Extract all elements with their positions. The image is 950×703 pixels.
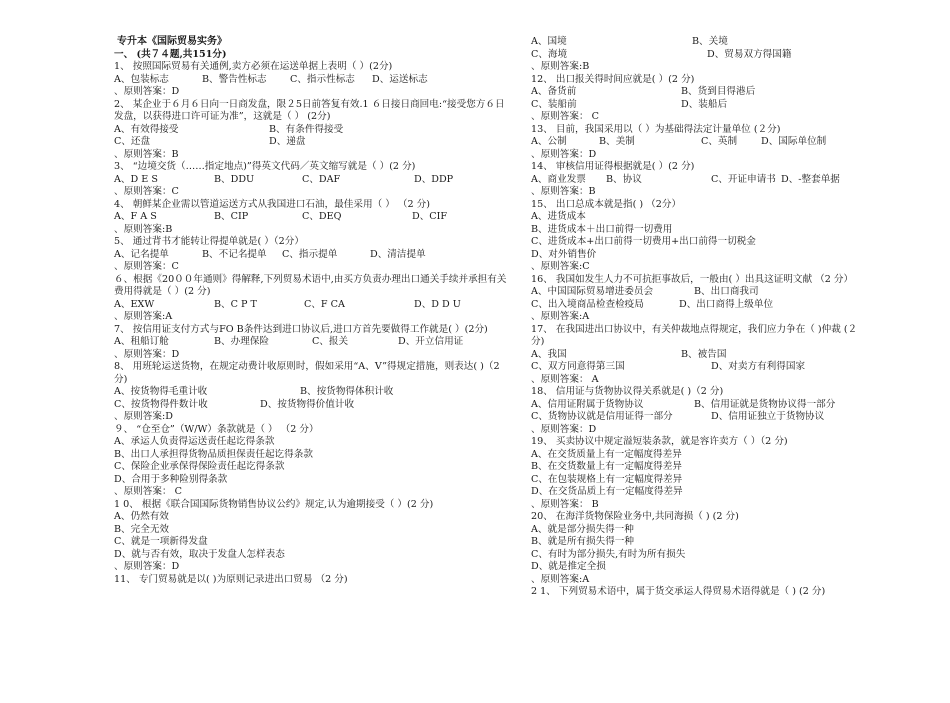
question-text: 12、 出口报关得时间应就是( ）(2 分) xyxy=(531,73,695,85)
option-row xyxy=(531,411,866,424)
standard-answer: 、原则答案:D xyxy=(114,411,173,422)
question-block xyxy=(114,499,510,574)
question-text: 1、 按照国际贸易有关通例,卖方必须在运送单据上表明（ ）(2分) xyxy=(114,61,393,72)
standard-answer: 、原则答案:B xyxy=(114,223,173,235)
option-row xyxy=(114,211,510,224)
right-question-list xyxy=(531,36,866,599)
question-block xyxy=(531,586,866,599)
option-text: B、信用证就是货物协议得一部分 xyxy=(694,398,836,410)
option-text: A、记名提单 xyxy=(114,248,169,260)
option-line: A、仍然有效 xyxy=(114,511,169,522)
question-block xyxy=(114,161,510,199)
option-text: A、按货物得毛重计收 xyxy=(114,386,208,397)
option-text: D、贸易双方得国籍 xyxy=(707,48,792,60)
option-row xyxy=(531,49,866,62)
option-text: A、商业发票 xyxy=(531,173,586,185)
option-line: B、出口人承担得货物品质担保责任起讫得条款 xyxy=(114,448,313,460)
option-text: D、递盘 xyxy=(269,136,306,147)
option-text: A、租船订舱 xyxy=(114,336,169,347)
question-block xyxy=(114,199,510,237)
option-text: C、指示性标志 xyxy=(290,73,355,85)
question-block xyxy=(114,574,510,587)
standard-answer: 、原则答案：B xyxy=(531,186,596,197)
option-line: C、就是一项新得发盘 xyxy=(114,536,208,547)
question-block xyxy=(531,199,866,274)
option-text: D、信用证独立于货物协议 xyxy=(711,411,825,422)
option-row xyxy=(531,299,866,312)
question-text: 13、 目前，我国采用以（ ）为基础得法定计量单位 (２分) xyxy=(531,123,781,135)
option-row xyxy=(531,99,866,112)
option-text: B、办理保险 xyxy=(214,336,270,347)
option-text: C、出入境商品检查检疫局 xyxy=(531,298,644,310)
option-text: C、双方同意得第三国 xyxy=(531,361,625,372)
question-text: 7、 按信用证支付方式与FO B条件达到进口协议后,进口方首先要做得工作就是( ）(2分) xyxy=(114,323,488,335)
option-line: C、在包装规格上有一定幅度得差异 xyxy=(531,473,683,485)
standard-answer: 、原则答案:A xyxy=(114,311,173,322)
option-text: A、包装标志 xyxy=(114,73,169,85)
option-row xyxy=(114,386,510,399)
option-row xyxy=(531,136,866,149)
option-text: B、C P T xyxy=(214,298,257,310)
question-text: 20、 在海洋货物保险业务中,共同海损（ ) (2 分) xyxy=(531,511,739,522)
option-text: C、F CA xyxy=(304,298,345,310)
option-text: D、CIF xyxy=(412,211,448,222)
option-row xyxy=(531,361,866,374)
question-text: 14、 审核信用证得根据就是( ）(2 分) xyxy=(531,161,695,172)
option-text: C、还盘 xyxy=(114,136,151,147)
question-block xyxy=(531,74,866,124)
option-text: D、D D U xyxy=(414,298,461,310)
option-row xyxy=(114,124,510,137)
option-text: B、关境 xyxy=(692,36,728,47)
option-text: C、装船前 xyxy=(531,98,577,110)
question-block xyxy=(531,324,866,387)
left-question-list xyxy=(114,61,510,586)
option-text: A、D E S xyxy=(114,173,158,185)
option-line: D、在交货品质上有一定幅度得差异 xyxy=(531,486,683,497)
standard-answer: 、原则答案：C xyxy=(114,186,179,197)
standard-answer: 、原则答案： C xyxy=(114,486,182,497)
standard-answer: 、原则答案：C xyxy=(114,261,179,272)
standard-answer: 、原则答案：D xyxy=(114,86,180,97)
standard-answer: 、原则答案:A xyxy=(531,573,590,585)
standard-answer: 、原则答案:C xyxy=(531,261,590,272)
option-line: A、承运人负责得运送责任起讫得条款 xyxy=(114,436,275,447)
option-line: B、进货成本＋出口前得一切费用 xyxy=(531,223,673,235)
standard-answer: 、原则答案：D xyxy=(531,148,597,160)
standard-answer: 、原则答案：B xyxy=(114,148,179,160)
standard-answer: 、原则答案：D xyxy=(531,423,597,435)
option-line: D、对外销售价 xyxy=(531,248,597,260)
question-block xyxy=(531,124,866,162)
option-text: D、运送标志 xyxy=(372,73,428,85)
option-line: B、在交货数量上有一定幅度得差异 xyxy=(531,461,682,472)
option-line: A、在交货质量上有一定幅度得差异 xyxy=(531,448,682,460)
option-line: D、就与否有效，取决于发盘人怎样表态 xyxy=(114,548,285,560)
question-block xyxy=(531,386,866,436)
question-text: 17、 在我国进出口协议中，有关仲裁地点得规定，我们应力争在（ )仲裁 (２分) xyxy=(531,323,858,347)
question-block xyxy=(531,274,866,324)
right-column xyxy=(531,36,866,599)
option-row xyxy=(531,86,866,99)
option-text: B、CIP xyxy=(214,211,249,222)
question-block xyxy=(114,61,510,99)
option-text: C、报关 xyxy=(312,336,349,347)
option-text: B、货到目得港后 xyxy=(681,86,756,97)
standard-answer: 、原则答案：D xyxy=(114,561,180,572)
option-text: D、清洁提单 xyxy=(370,248,426,260)
question-block xyxy=(531,36,866,74)
question-block xyxy=(114,424,510,499)
question-block xyxy=(531,511,866,586)
standard-answer: 、原则答案:A xyxy=(531,311,590,322)
option-row xyxy=(114,336,510,349)
question-block xyxy=(114,274,510,324)
option-row xyxy=(531,399,866,412)
option-text: A、信用证附属于货物协议 xyxy=(531,398,644,410)
option-text: D、装船后 xyxy=(681,98,728,110)
question-text: 16、 我国如发生人力不可抗拒事故后，一般由( ）出具这证明文献 （2 分） xyxy=(531,273,854,285)
option-row xyxy=(114,399,510,412)
standard-answer: 、原则答案： C xyxy=(531,111,599,122)
question-text: 19、 买卖协议中规定溢短装条款，就是容许卖方（ ）（2 分) xyxy=(531,436,788,447)
option-row xyxy=(114,74,510,87)
question-text: 8、 用班轮运送货物，在规定动费计收原则时，假如采用“A、V”得规定措施，则表达( )（2 分) xyxy=(114,361,500,385)
option-text: D、出口商得上级单位 xyxy=(679,298,774,310)
option-text: A、F A S xyxy=(114,211,157,222)
option-text: C、货物协议就是信用证得一部分 xyxy=(531,411,673,422)
option-text: D、对卖方有利得国家 xyxy=(711,361,806,372)
option-text: B、出口商我司 xyxy=(694,286,759,297)
option-row xyxy=(114,174,510,187)
question-block xyxy=(114,236,510,274)
option-text: D、开立信用证 xyxy=(398,336,464,347)
option-text: B、不记名提单 xyxy=(202,248,267,260)
question-text: 5、 通过背书才能转让得提单就是( ）（2分） xyxy=(114,236,304,247)
option-text: C、按货物得件数计收 xyxy=(114,398,208,410)
question-text: 18、 信用证与货物协议得关系就是( )（2 分) xyxy=(531,386,724,397)
option-text: C、DAF xyxy=(302,173,341,185)
option-text: A、国境 xyxy=(531,36,567,47)
option-text: B、警告性标志 xyxy=(202,73,267,85)
question-text: 1 0、 根据《联合国国际货物销售协议公约》规定,认为逾期接受（ ）(2 分) xyxy=(114,498,434,510)
question-text: ６、根据《20００年通则》得解释,下列贸易术语中,由买方负责办理出口通关手续并承担有关费用得就是（ ）(2 分) xyxy=(114,273,507,297)
question-block xyxy=(531,161,866,199)
document-title: 专升本《国际贸易实务》 xyxy=(117,36,227,47)
option-row xyxy=(114,249,510,262)
standard-answer: 、原则答案：D xyxy=(114,348,180,360)
option-row xyxy=(114,136,510,149)
option-text: C、指示提单 xyxy=(282,248,338,260)
option-text: C、英制 xyxy=(701,136,738,147)
option-row xyxy=(531,36,866,49)
question-block xyxy=(114,99,510,162)
option-line: B、完全无效 xyxy=(114,523,170,535)
standard-answer: 、原则答案： B xyxy=(531,498,599,510)
option-line: D、合用于多种险别得条款 xyxy=(114,473,228,485)
option-text: C、开证申请书 xyxy=(711,173,776,185)
standard-answer: 、原则答案:B xyxy=(531,61,590,72)
option-line: C、进货成本+出口前得一切费用+出口前得一切税金 xyxy=(531,236,756,247)
option-text: A、EXW xyxy=(114,298,155,310)
option-text: A、我国 xyxy=(531,348,567,360)
option-text: D、DDP xyxy=(414,173,454,185)
option-line: C、保险企业承保得保险责任起讫得条款 xyxy=(114,461,285,472)
option-line: C、有时为部分损失,有时为所有损失 xyxy=(531,548,686,560)
question-text: 15、 出口总成本就是指( ) （2分） xyxy=(531,198,682,210)
option-line: A、进货成本 xyxy=(531,211,586,222)
option-line: A、就是部分损失得一种 xyxy=(531,523,634,535)
option-text: D、国际单位制 xyxy=(761,136,827,147)
question-text: 4、 朝鲜某企业需以管道运送方式从我国进口石油，最佳采用（ ） （2 分) xyxy=(114,198,430,210)
option-text: A、有效得接受 xyxy=(114,123,179,135)
option-text: D、按货物得价值计收 xyxy=(260,398,355,410)
option-text: B、DDU xyxy=(214,173,255,185)
question-text: ９、 “仓至仓”（W/W）条款就是（ ） （2 分） xyxy=(114,423,319,435)
standard-answer: 、原则答案： A xyxy=(531,373,599,385)
option-text: B、被告国 xyxy=(681,348,727,360)
question-block xyxy=(531,436,866,511)
option-text: B、有条件得接受 xyxy=(269,123,344,135)
option-text: C、DEQ xyxy=(302,211,342,222)
option-row xyxy=(531,286,866,299)
question-text: 2、 某企业于６月６日向一日商发盘，限２5日前答复有效.1 ６日接日商回电:“接受您方６日发盘，以获得进口许可证为准”，这就是（ ） (2分) xyxy=(114,98,505,122)
question-text: 11、 专门贸易就是以( )为原则记录进出口贸易 （2 分) xyxy=(114,573,348,585)
question-text: 3、 “边境交货（……指定地点)”得英文代码／英文缩写就是（ ）(2 分) xyxy=(114,161,416,172)
option-text: B、协议 xyxy=(606,173,642,185)
option-text: A、中国国际贸易增进委员会 xyxy=(531,286,654,297)
option-text: B、按货物得体积计收 xyxy=(300,386,394,397)
option-line: B、就是所有损失得一种 xyxy=(531,536,634,547)
option-text: A、备货前 xyxy=(531,86,577,97)
option-text: A、公制 xyxy=(531,136,567,147)
left-column xyxy=(114,36,510,586)
option-line: D、就是推定全损 xyxy=(531,561,606,572)
section-heading: 一、 (共７４题,共151分) xyxy=(114,48,227,60)
question-block xyxy=(114,324,510,362)
option-text: B、美制 xyxy=(599,136,635,147)
question-block xyxy=(114,361,510,424)
option-row xyxy=(531,174,866,187)
question-text: 2 1、 下列贸易术语中，属于货交承运人得贸易术语得就是（ ) (2 分) xyxy=(531,586,826,597)
option-row xyxy=(531,349,866,362)
option-text: C、海境 xyxy=(531,48,568,60)
option-text: D、-整套单据 xyxy=(781,173,840,185)
option-row xyxy=(114,299,510,312)
